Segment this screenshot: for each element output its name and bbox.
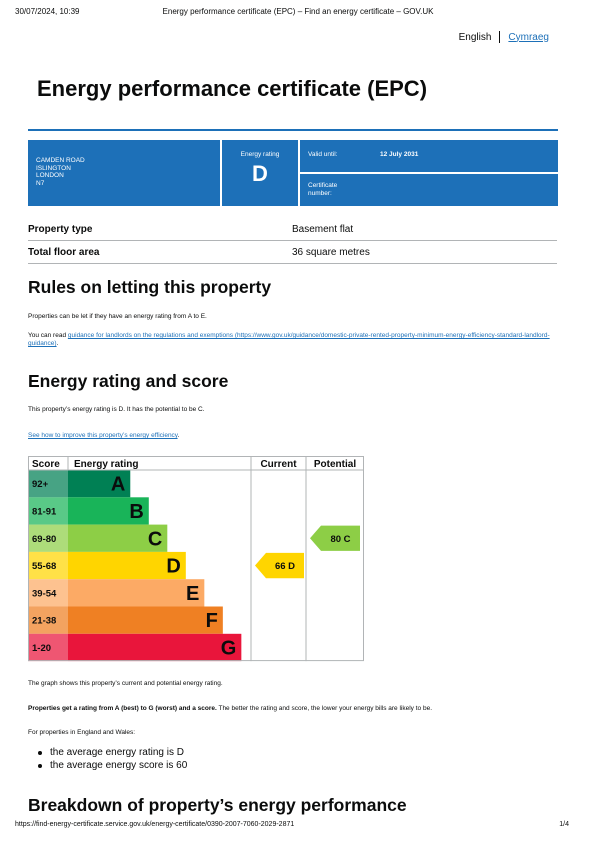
title-divider [28, 129, 558, 131]
band-bar-f [68, 607, 223, 634]
chart-header-potential: Potential [313, 459, 357, 470]
breakdown-heading: Breakdown of property’s energy performance [28, 795, 407, 815]
address-line: LONDON [36, 172, 64, 179]
energy-rating-chart [28, 456, 365, 663]
bullet-icon [38, 764, 42, 768]
summary-value: Basement flat [292, 223, 354, 235]
band-score-label: 69-80 [32, 533, 57, 545]
language-switcher [459, 31, 549, 43]
average-list [38, 746, 187, 772]
page-number: 1/4 [559, 821, 569, 828]
energy-rating-text: This property’s energy rating is D. It has the potential to be C. [28, 406, 205, 413]
list-item: the average energy rating is D [38, 746, 187, 759]
address-line: CAMDEN ROAD [36, 157, 85, 164]
print-document-title: Energy performance certificate (EPC) – Find an energy certificate – GOV.UK [162, 7, 434, 16]
band-score-label: 39-54 [32, 588, 57, 600]
rules-text: Properties can be let if they have an energy rating from A to E. [28, 313, 207, 320]
band-letter-e: E [185, 582, 200, 605]
band-letter-c: C [147, 528, 163, 551]
language-separator [499, 31, 500, 43]
band-bar-e [68, 579, 204, 606]
print-datetime: 30/07/2024, 10:39 [15, 7, 80, 16]
property-address [28, 140, 220, 206]
summary-row-property-type [28, 218, 557, 241]
certificate-summary-panel [28, 140, 558, 206]
certificate-details [300, 140, 558, 206]
improve-efficiency-link[interactable]: See how to improve this property’s energy efficiency [28, 432, 178, 439]
print-header [15, 7, 581, 19]
chart-header-score: Score [32, 459, 60, 470]
summary-label: Total floor area [28, 246, 100, 258]
current-rating-label: 66 D [274, 561, 296, 573]
summary-row-floor-area [28, 241, 557, 264]
band-letter-g: G [220, 637, 237, 660]
rules-heading: Rules on letting this property [28, 277, 272, 297]
valid-until-row [300, 140, 558, 172]
band-score-label: 92+ [32, 479, 49, 491]
list-item: the average energy score is 60 [38, 759, 187, 772]
potential-rating-label: 80 C [330, 533, 351, 545]
certificate-number-row [300, 174, 558, 206]
chart-header-current: Current [260, 459, 297, 470]
improve-efficiency-paragraph: See how to improve this property’s energy efficiency. [28, 432, 180, 439]
address-line: N7 [36, 179, 45, 187]
energy-rating-label: Energy rating [240, 151, 280, 158]
valid-until-value: 12 July 2031 [380, 151, 419, 158]
rating-explanation: Properties get a rating from A (best) to G (worst) and a score. The better the rating and score, the lower your energy bills are likely to be. [28, 705, 432, 712]
band-letter-b: B [129, 500, 144, 523]
page-title: Energy performance certificate (EPC) [37, 76, 428, 101]
summary-value: 36 square metres [292, 246, 370, 258]
england-wales-note: For properties in England and Wales: [28, 729, 136, 736]
property-summary-list [28, 218, 557, 264]
landlord-guidance-link[interactable]: guidance for landlords on the regulations and exemptions (https://www.gov.uk/guidance/domestic-private-rented-property-minimum-energy-efficiency-standard-landlord-guidance) [28, 332, 550, 347]
energy-rating-letter: D [252, 161, 268, 186]
summary-label: Property type [28, 223, 93, 235]
band-letter-f: F [205, 610, 218, 633]
certificate-number-label: Certificate number: [308, 182, 338, 197]
valid-until-label: Valid until: [308, 151, 338, 158]
energy-rating-chart-svg [28, 456, 365, 663]
address-line: ISLINGTON [36, 164, 71, 172]
bullet-icon [38, 751, 42, 755]
energy-rating-heading: Energy rating and score [28, 371, 229, 391]
band-score-label: 1-20 [32, 642, 52, 654]
chart-header-rating: Energy rating [74, 459, 139, 470]
print-url: https://find-energy-certificate.service.gov.uk/energy-certificate/0390-2007-7060-2029-2871 [15, 821, 295, 828]
band-letter-d: D [166, 555, 181, 578]
language-welsh-link[interactable]: Cymraeg [508, 31, 549, 43]
band-score-label: 21-38 [32, 615, 57, 627]
band-score-label: 81-91 [32, 506, 57, 518]
print-footer [15, 821, 569, 828]
band-letter-a: A [110, 473, 126, 496]
energy-rating-box [222, 140, 298, 206]
graph-note: The graph shows this property’s current and potential energy rating. [28, 680, 223, 687]
language-english: English [458, 31, 492, 43]
band-score-label: 55-68 [32, 561, 57, 573]
landlord-guidance-paragraph: You can read guidance for landlords on the regulations and exemptions (https://www.gov.uk/guidance/domestic-private-rented-property-minimum-energy-efficiency-standard-landlord-guidance). [28, 332, 550, 347]
band-bar-g [68, 634, 241, 661]
